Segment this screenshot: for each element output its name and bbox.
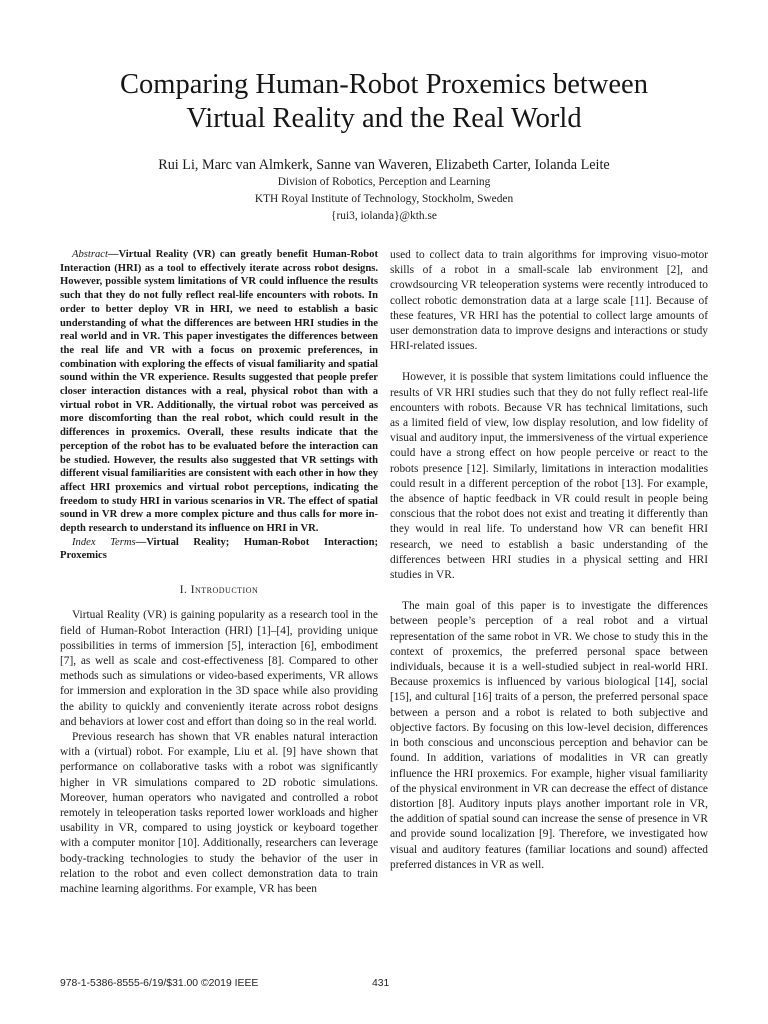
author-list: Rui Li, Marc van Almkerk, Sanne van Waveren, Elizabeth Carter, Iolanda Leite: [158, 157, 610, 173]
intro-paragraph-1: Virtual Reality (VR) is gaining popularity as a research tool in the field of Human-Robot Interaction (HRI) [1]–[4], providing unique possibilities in terms of immersion [5], interaction [6], embodiment [7], as well as scale and cost-effectiveness [8]. Compared to other methods such as simulations or video-based experiments, VR allows for immersion and exploration in the 3D space while also providing the ability to quickly and conveniently iterate across robot designs and behaviors at lower cost and effort than doing so in the real world.: [60, 609, 378, 728]
paper-title-line-1: Comparing Human-Robot Proxemics between: [120, 69, 648, 100]
section-heading-introduction: I. Introduction: [179, 584, 259, 597]
paragraph-gap: [390, 354, 708, 370]
intro-paragraph-4: However, it is possible that system limitations could influence the results of VR HRI studies such that they do not fully reflect real-life encounters with robots. Because VR has technical limitations, such as a limited field of view, low display resolution, and low fidelity of visual and auditory input, the immersiveness of the virtual experience could have a strong effect on how people perceive or react to the robots presence [12]. Similarly, limitations in interaction modalities could result in a different perception of the robot [13]. For example, the absence of haptic feedback in VR could result in people being conscious that the robot does not exist and treating it differently than they would in real life. To understand how VR can benefit HRI research, we need to establish a basic understanding of the differences between HRI studies in a physical setting and HRI studies in VR.: [390, 371, 708, 582]
paper-title: [0, 68, 768, 136]
index-terms: [60, 536, 378, 563]
affiliation-institute: KTH Royal Institute of Technology, Stockholm, Sweden: [254, 193, 514, 205]
page-number: 431: [372, 978, 390, 989]
abstract: [60, 248, 378, 536]
affiliation-email: {rui3, iolanda}@kth.se: [331, 210, 437, 222]
abstract-lead: Abstract: [72, 249, 108, 260]
index-terms-body: —Virtual Reality; Human-Robot Interaction; Proxemics: [60, 536, 378, 562]
right-column: [390, 248, 708, 873]
intro-paragraph-3: used to collect data to train algorithms for improving visuo-motor skills of a robot in a small-scale lab environment [2], and crowdsourcing VR teleoperation systems were recently introduced to collect robotic demonstration data at a large scale [11]. Because of these features, VR HRI has the potential to collect large amounts of user demonstration data to improve designs and interactions or study HRI-related issues.: [390, 249, 708, 353]
intro-paragraph-5: The main goal of this paper is to investigate the differences between people’s perception of a real robot and a virtual representation of the same robot in VR. We chose to study this in the context of proxemics, the preferred personal space between individuals, because it is a well-studied subject in real-world HRI. Because proxemics is influenced by various biological [14], social [15], and cultural [16] traits of a person, the preferred personal space between a person and a robot is related to both subjective and objective factors. By focusing on this low-level decision, differences in both conscious and unconscious perception and behavior can be found. In addition, variations of modalities in VR can greatly influence the HRI proxemics. For example, higher visual familiarity of the physical environment in VR can decrease the effect of distance distortion [8]. Auditory inputs plays another important role in VR, the addition of spatial sound can increase the sense of presence in VR and provide sound localization [9]. Therefore, we investigated how visual and auditory features (familiar locations and sound) affected preferred distances in VR as well.: [390, 600, 708, 871]
paper-title-line-2: Virtual Reality and the Real World: [186, 103, 582, 134]
copyright-notice: 978-1-5386-8555-6/19/$31.00 ©2019 IEEE: [60, 978, 259, 989]
paragraph-gap: [390, 583, 708, 599]
abstract-body: —Virtual Reality (VR) can greatly benefit Human-Robot Interaction (HRI) as a tool to effectively iterate across robot designs. However, possible system limitations of VR could influence the results such that they do not fully reflect real-life encounters with robots. In order to better deploy VR in HRI, we need to establish a basic understanding of what the differences are between HRI studies in the real world and in VR. This paper investigates the differences between the real life and VR with a focus on proxemic preferences, in combination with exploring the effects of visual familiarity and spatial sound within the VR experience. Results suggested that people prefer closer interaction distances with a real, physical robot than with a virtual robot in VR. Additionally, the virtual robot was perceived as more discomforting than the real robot, which could result in the differences in proxemics. Overall, these results indicate that the perception of the robot has to be evaluated before the interaction can be studied. However, the results also suggested that VR settings with different visual familiarities are consistent with each other in how they affect HRI proxemics and virtual robot perceptions, indicating the freedom to study HRI in various scenarios in VR. The effect of spatial sound in VR drew a more complex picture and thus calls for more in-depth research to understand its influence on HRI in VR.: [60, 249, 378, 535]
index-terms-lead: Index Terms: [72, 536, 136, 548]
affiliation-division: Division of Robotics, Perception and Learning: [277, 176, 491, 188]
intro-paragraph-2: Previous research has shown that VR enables natural interaction with a (virtual) robot. For example, Liu et al. [9] have shown that performance on collaborative tasks with a robot was significantly higher in VR simulations compared to 2D robotic simulations. Moreover, human operators who navigated and controlled a robot remotely in teleoperation tasks reported lower workloads and higher usability in VR, compared to using joystick or keyboard together with a computer monitor [10]. Additionally, researchers can leverage body-tracking technologies to study the behavior of the user in relation to the robot and even collect demonstration data to train machine learning algorithms. For example, VR has been: [60, 731, 378, 896]
left-column: [60, 248, 378, 897]
affiliation-block: [0, 174, 768, 225]
